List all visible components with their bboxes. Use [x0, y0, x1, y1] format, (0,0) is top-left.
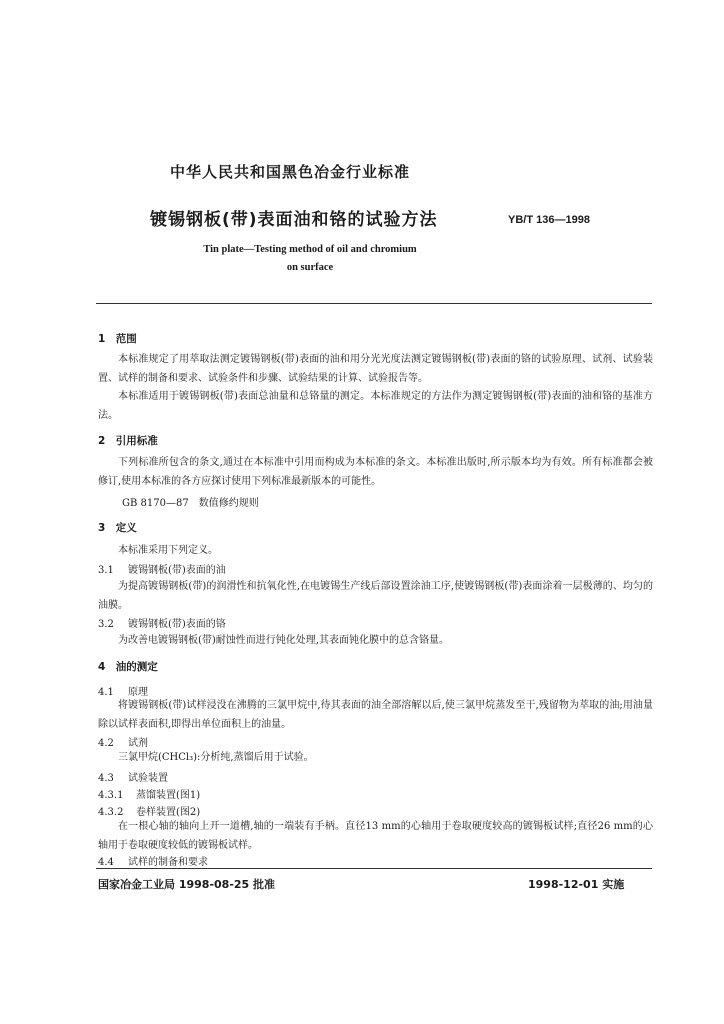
clause-4-4-title: 试样的制备和要求: [128, 857, 208, 868]
footer-rule: [96, 868, 652, 869]
clause-4-3-heading: [98, 769, 168, 784]
title-en-line1: Tin plate—Testing method of oil and chromium: [203, 244, 417, 255]
clause-4-2-number: 4.2: [98, 738, 114, 749]
section-1-heading: 1 范围: [98, 333, 137, 345]
header-rule: [96, 303, 652, 304]
section-2-paragraph: 下列标准所包含的条文,通过在本标准中引用而构成为本标准的条文。本标准出版时,所示版本均为有效。所有标准都会被修订,使用本标准的各方应探讨使用下列标准最新版本的可能性。: [98, 457, 653, 487]
section-3-heading: 3 定义: [98, 522, 137, 534]
clause-4-3-2-number: 4.3.2: [98, 807, 124, 818]
effective-date: 1998-12-01 实施: [528, 878, 625, 891]
clause-3-2-title: 镀锡钢板(带)表面的铬: [128, 619, 226, 630]
clause-3-1-title: 镀锡钢板(带)表面的油: [128, 565, 226, 576]
document-title-en: [160, 241, 460, 277]
section-3-intro: 本标准采用下列定义。: [118, 545, 218, 556]
clause-4-1-paragraph: 将镀锡钢板(带)试样浸没在沸腾的三氯甲烷中,待其表面的油全部溶解以后,使三氯甲烷蒸发至干,残留物为萃取的油;用油量除以试样表面积,即得出单位面积上的油量。: [98, 700, 653, 730]
section-1-paragraph-1: 本标准规定了用萃取法测定镀锡钢板(带)表面的油和用分光光度法测定镀锡钢板(带)表面的铬的试验原理、试剂、试验装置、试样的制备和要求、试验条件和步骤、试验结果的计算、试验报告等。: [98, 354, 653, 384]
clause-4-3-number: 4.3: [98, 773, 114, 784]
clause-4-2-title: 试剂: [128, 738, 148, 749]
clause-3-1-heading: [98, 561, 226, 576]
section-4-heading: 4 油的测定: [98, 661, 158, 673]
standard-body-heading: 中华人民共和国黑色冶金行业标准: [170, 163, 411, 181]
clause-4-1-number: 4.1: [98, 687, 114, 698]
clause-4-1-title: 原理: [128, 687, 148, 698]
clause-4-3-1-title: 蒸馏装置(图1): [136, 790, 201, 801]
section-1-paragraph-2: 本标准适用于镀锡钢板(带)表面总油量和总铬量的测定。本标准规定的方法作为测定镀锡钢板(带)表面的油和铬的基准方法。: [98, 391, 653, 421]
approval-date: 国家冶金工业局 1998-08-25 批准: [98, 878, 276, 891]
clause-3-1-number: 3.1: [98, 565, 114, 576]
clause-4-2-paragraph: 三氯甲烷(CHCl₃):分析纯,蒸馏后用于试验。: [118, 752, 314, 763]
clause-3-2-paragraph: 为改善电镀锡钢板(带)耐蚀性而进行钝化处理,其表面钝化膜中的总含铬量。: [118, 635, 449, 646]
clause-4-1-heading: [98, 683, 148, 698]
clause-3-1-paragraph: 为提高镀锡钢板(带)的润滑性和抗氧化性,在电镀锡生产线后部设置涂油工序,使镀锡钢板(带)表面涂着一层极薄的、均匀的油膜。: [98, 581, 653, 611]
title-en-line2: on surface: [286, 262, 334, 273]
clause-4-3-title: 试验装置: [128, 773, 168, 784]
clause-4-3-2-title: 卷样装置(图2): [136, 807, 201, 818]
clause-4-4-heading: [98, 853, 208, 868]
document-title-cn: 镀锡钢板(带)表面油和铬的试验方法: [150, 210, 438, 230]
clause-3-2-heading: [98, 615, 226, 630]
clause-4-3-2-paragraph: 在一根心轴的轴向上开一道槽,轴的一端装有手柄。直径13 mm的心轴用于卷取硬度较高的镀锡板试样;直径26 mm的心轴用于卷取硬度较低的镀锡板试样。: [98, 821, 653, 851]
standard-code: YB/T 136—1998: [508, 214, 590, 226]
clause-4-3-1-number: 4.3.1: [98, 790, 124, 801]
clause-3-2-number: 3.2: [98, 619, 114, 630]
clause-4-4-number: 4.4: [98, 857, 114, 868]
clause-4-3-1-heading: [98, 786, 200, 801]
section-2-reference: GB 8170—87 数值修约规则: [122, 498, 259, 509]
clause-4-3-2-heading: [98, 803, 200, 818]
section-2-heading: 2 引用标准: [98, 435, 158, 447]
clause-4-2-heading: [98, 734, 148, 749]
